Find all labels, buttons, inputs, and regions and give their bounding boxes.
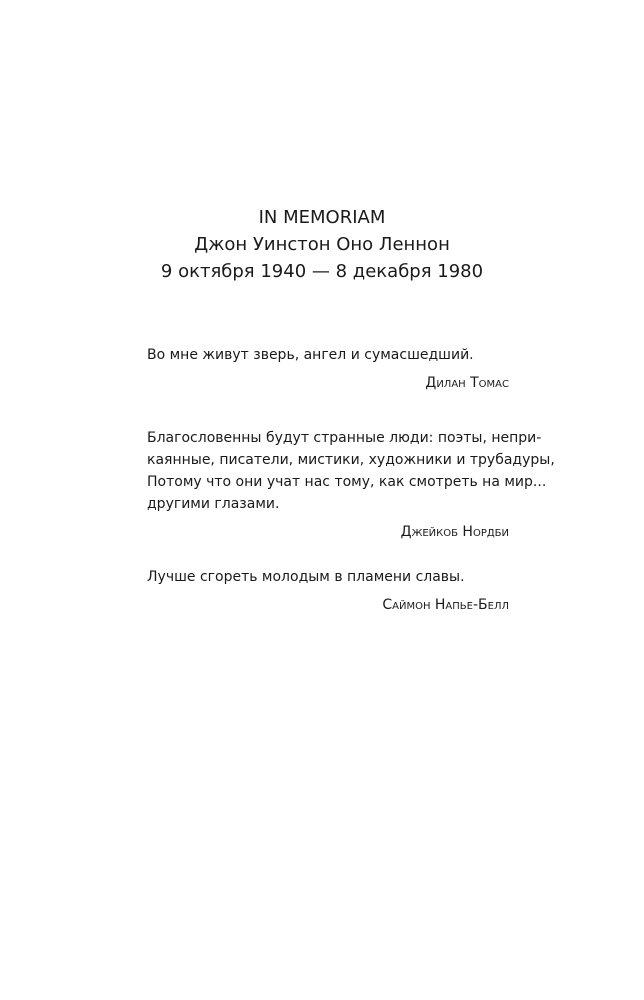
memoriam-name: Джон Уинстон Оно Леннон	[194, 234, 450, 255]
epigraph-quote	[147, 344, 509, 394]
quote-text	[147, 344, 509, 366]
quote-text	[147, 566, 509, 588]
epigraph-quote	[147, 566, 509, 616]
quote-author: Дилан Томас	[425, 375, 509, 391]
quote-line: Благословенны будут странные люди: поэты, непри-	[147, 430, 542, 446]
memoriam-dates: 9 октября 1940 — 8 декабря 1980	[160, 261, 484, 282]
quote-line: другими глазами.	[147, 496, 280, 512]
quote-author: Джейкоб Нордби	[400, 524, 509, 540]
in-memoriam-dedication	[0, 204, 644, 285]
quote-author: Саймон Напье-Белл	[382, 597, 509, 613]
quote-line: Потому что они учат нас тому, как смотреть на мир...	[147, 474, 547, 490]
quote-text	[147, 427, 555, 515]
quote-line: Во мне живут зверь, ангел и сумасшедший.	[147, 347, 474, 363]
memoriam-heading: IN MEMORIAM	[258, 207, 386, 228]
epigraph-quote	[147, 427, 555, 543]
quote-line: Лучше сгореть молодым в пламени славы.	[147, 569, 465, 585]
quote-line: каянные, писатели, мистики, художники и трубадуры,	[147, 452, 555, 468]
